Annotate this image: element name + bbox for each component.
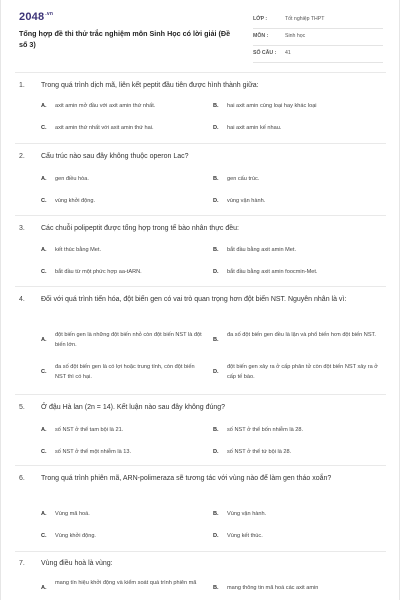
question-text: Các chuỗi polipeptit được tổng hợp trong tế bào nhân thực đều: bbox=[41, 225, 239, 232]
option-text: số NST ở thể tam bội là 21. bbox=[55, 427, 124, 433]
question-text: Trong quá trình dịch mã, liên kết peptit đầu tiên được hình thành giữa: bbox=[41, 82, 259, 89]
option-letter: A. bbox=[41, 176, 47, 182]
option-letter: B. bbox=[213, 585, 219, 591]
option-text: hai axit amin kế nhau. bbox=[227, 125, 282, 131]
question-number: 1. bbox=[19, 82, 25, 89]
option-text: đột biến gen là những đột biến nhỏ còn đột biến NST là đột biến lớn. bbox=[55, 332, 202, 348]
option-letter: C. bbox=[41, 533, 47, 539]
meta-label: LỚP : bbox=[253, 16, 268, 22]
question-text: Đối với quá trình tiến hóa, đột biến gen có vai trò quan trọng hơn đột biến NST. Nguyên nhân là vì: bbox=[41, 296, 347, 303]
meta-label: MÔN : bbox=[253, 33, 269, 39]
option-text: số NST ở thể tứ bội là 28. bbox=[227, 449, 292, 455]
option-letter: D. bbox=[213, 269, 219, 275]
option-letter: A. bbox=[41, 247, 47, 253]
option-letter: D. bbox=[213, 369, 219, 375]
meta-label: SỐ CÂU : bbox=[253, 50, 277, 56]
option-text: axit amin mở đầu với axit amin thứ nhất. bbox=[55, 103, 156, 109]
logo-suffix: .vn bbox=[45, 11, 54, 18]
option-letter: A. bbox=[41, 337, 47, 343]
option-letter: A. bbox=[41, 511, 47, 517]
option-letter: B. bbox=[213, 427, 219, 433]
option-text: số NST ở thể một nhiễm là 13. bbox=[55, 449, 132, 455]
option-letter: A. bbox=[41, 585, 47, 591]
document-header bbox=[1, 0, 400, 80]
option-letter: B. bbox=[213, 176, 219, 182]
divider bbox=[15, 465, 386, 466]
question-text: Cấu trúc nào sau đây không thuộc operon Lac? bbox=[41, 153, 189, 160]
site-logo[interactable] bbox=[19, 11, 53, 23]
question-number: 3. bbox=[19, 225, 25, 232]
meta-row-class bbox=[253, 12, 383, 29]
divider bbox=[15, 215, 386, 216]
option-text: bắt đầu bằng axit amin foocmin-Met. bbox=[227, 269, 318, 275]
option-letter: A. bbox=[41, 103, 47, 109]
option-text: gen cấu trúc. bbox=[227, 176, 260, 182]
question-number: 2. bbox=[19, 153, 25, 160]
logo-text: 2048 bbox=[19, 11, 45, 23]
option-letter: C. bbox=[41, 269, 47, 275]
option-text: Vùng kết thúc. bbox=[227, 533, 263, 539]
divider bbox=[15, 286, 386, 287]
option-letter: C. bbox=[41, 125, 47, 131]
option-text: gen điều hòa. bbox=[55, 176, 89, 182]
question-number: 6. bbox=[19, 475, 25, 482]
option-letter: D. bbox=[213, 198, 219, 204]
option-text: đa số đột biến gen là có lợi hoặc trung tính, còn đột biến NST thì có hại. bbox=[55, 364, 195, 380]
meta-value: 41 bbox=[285, 50, 291, 56]
question-number: 5. bbox=[19, 404, 25, 411]
option-letter: A. bbox=[41, 427, 47, 433]
option-letter: D. bbox=[213, 533, 219, 539]
option-letter: C. bbox=[41, 198, 47, 204]
option-text: hai axit amin cùng loại hay khác loại bbox=[227, 103, 317, 109]
option-letter: B. bbox=[213, 511, 219, 517]
option-text: bắt đầu từ một phức hợp aa-tARN. bbox=[55, 269, 142, 275]
meta-row-subject bbox=[253, 29, 383, 46]
document-meta bbox=[253, 12, 383, 63]
question-number: 7. bbox=[19, 560, 25, 567]
option-letter: D. bbox=[213, 125, 219, 131]
option-text: vùng khởi động. bbox=[55, 198, 96, 204]
question-text: Ở đậu Hà lan (2n = 14). Kết luận nào sau đây không đúng? bbox=[41, 404, 226, 411]
option-letter: D. bbox=[213, 449, 219, 455]
option-text: số NST ở thể bốn nhiễm là 28. bbox=[227, 427, 304, 433]
question-text: Trong quá trình phiên mã, ARN-polimeraza sẽ tương tác với vùng nào để làm gen tháo xoắn? bbox=[41, 475, 332, 482]
option-text: axit amin thứ nhất với axit amin thứ hai. bbox=[55, 125, 154, 131]
option-letter: B. bbox=[213, 103, 219, 109]
divider bbox=[15, 551, 386, 552]
divider bbox=[15, 72, 386, 73]
option-letter: C. bbox=[41, 369, 47, 375]
option-text: bắt đầu bằng axit amin Met. bbox=[227, 247, 297, 253]
option-text: kết thúc bằng Met. bbox=[55, 247, 102, 253]
option-letter: B. bbox=[213, 337, 219, 343]
document-title: Tổng hợp đề thi thử trắc nghiệm môn Sinh Học có lời giải (Đề số 3) bbox=[19, 29, 231, 49]
option-text: Vùng khởi động. bbox=[55, 533, 96, 539]
option-text: đột biến gen xảy ra ở cấp phân tử còn đột biến NST xảy ra ở cấp tế bào. bbox=[227, 364, 378, 380]
divider bbox=[15, 143, 386, 144]
option-text: mang tín hiệu khởi động và kiểm soát quá trình phiên mã bbox=[55, 580, 197, 586]
option-letter: B. bbox=[213, 247, 219, 253]
option-text: Vùng mã hoá. bbox=[55, 511, 90, 517]
meta-row-count bbox=[253, 46, 383, 63]
option-letter: C. bbox=[41, 449, 47, 455]
option-text: đa số đột biến gen đều là lặn và phổ biến hơn đột biến NST. bbox=[227, 332, 376, 338]
meta-value: Tốt nghiệp THPT bbox=[285, 16, 325, 22]
option-text: mang thông tin mã hoá các axit amin bbox=[227, 585, 319, 591]
divider bbox=[15, 394, 386, 395]
question-number: 4. bbox=[19, 296, 25, 303]
meta-value: Sinh học bbox=[285, 33, 306, 39]
option-text: vùng vận hành. bbox=[227, 198, 266, 204]
option-text: Vùng vận hành. bbox=[227, 511, 267, 517]
question-text: Vùng điều hoà là vùng: bbox=[41, 560, 113, 567]
